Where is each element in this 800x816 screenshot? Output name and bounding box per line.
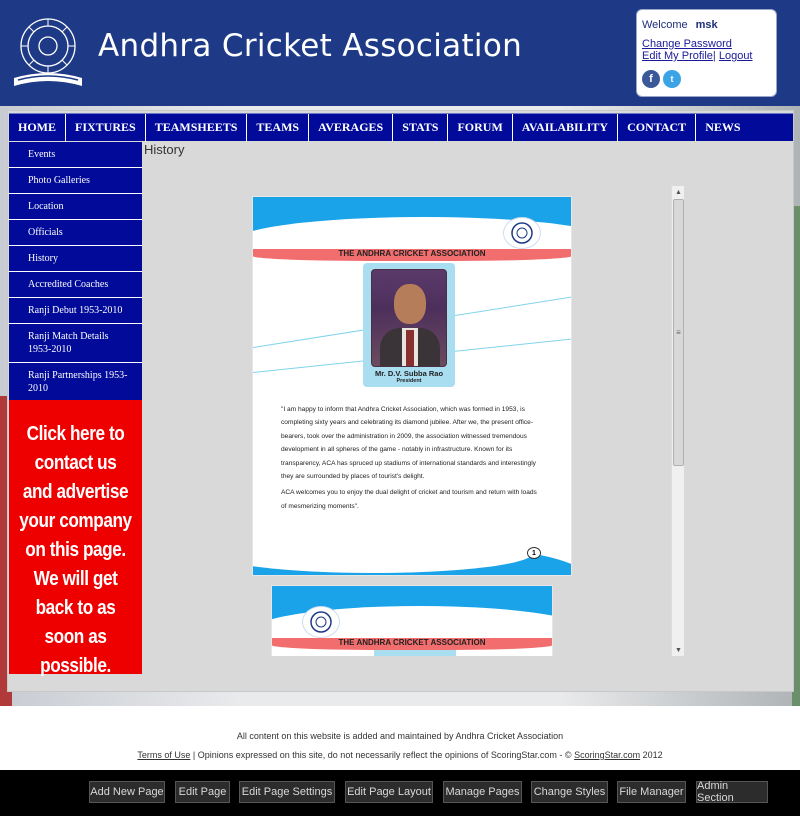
- admin-section-button[interactable]: Admin Section: [696, 781, 768, 803]
- photo-face: [394, 284, 426, 324]
- welcome-row: [642, 19, 776, 31]
- main-nav: [9, 113, 793, 141]
- nav-news[interactable]: NEWS: [705, 120, 741, 134]
- photo-tie: [406, 330, 414, 366]
- sidebar-item-location[interactable]: Location: [9, 194, 142, 220]
- nav-availability[interactable]: AVAILABILITY: [513, 114, 618, 142]
- president-photo: [371, 269, 447, 367]
- nav-home[interactable]: HOME: [9, 114, 66, 142]
- site-title: Andhra Cricket Association: [98, 28, 523, 64]
- edit-page-settings-button[interactable]: Edit Page Settings: [239, 781, 335, 803]
- page-heading: THE ANDHRA CRICKET ASSOCIATION: [338, 249, 486, 258]
- nav-teamsheets[interactable]: TEAMSHEETS: [146, 114, 248, 142]
- history-page-2: [271, 585, 553, 656]
- welcome-label: Welcome: [642, 19, 688, 31]
- footer-maintained-by: All content on this website is added and maintained by Andhra Cricket Association: [236, 731, 564, 741]
- social-links: [642, 70, 776, 88]
- footer-year: 2012: [640, 750, 663, 760]
- sidebar-item-ranji-match-details[interactable]: Ranji Match Details 1953-2010: [9, 324, 142, 363]
- president-quote: [281, 403, 537, 516]
- footer-disclaimer-text: | Opinions expressed on this site, do not necessarily reflect the opinions of ScoringStar.com - ©: [190, 750, 575, 760]
- edit-page-button[interactable]: Edit Page: [175, 781, 230, 803]
- document-viewer[interactable]: [160, 186, 684, 656]
- username: msk: [695, 19, 718, 31]
- advertise-text: Click here to contact us and advertise your company on this page. We will get back to as soon as possible.: [19, 423, 132, 677]
- aca-seal-logo-icon[interactable]: [10, 12, 86, 92]
- footer-disclaimer: [0, 750, 800, 760]
- president-name: Mr. D.V. Subba Rao: [374, 369, 444, 378]
- page-seal-icon: [503, 217, 541, 249]
- nav-teams[interactable]: TEAMS: [247, 114, 309, 142]
- president-photo-frame: [363, 263, 455, 387]
- sidebar-item-officials[interactable]: Officials: [9, 220, 142, 246]
- add-new-page-button[interactable]: Add New Page: [89, 781, 165, 803]
- change-password-link[interactable]: Change Password: [642, 38, 732, 50]
- page-number: 1: [527, 547, 541, 559]
- terms-of-use-link[interactable]: Terms of Use: [137, 750, 191, 760]
- facebook-icon[interactable]: f: [642, 70, 660, 88]
- sidebar-item-ranji-partnerships[interactable]: Ranji Partnerships 1953-2010: [9, 363, 142, 402]
- page-title: History: [144, 142, 185, 157]
- edit-page-layout-button[interactable]: Edit Page Layout: [345, 781, 433, 803]
- admin-toolbar: [0, 770, 800, 816]
- quote-paragraph-2: ACA welcomes you to enjoy the dual delight of cricket and tourism and return with loads of mesmerizing moments".: [281, 489, 537, 510]
- page-heading: THE ANDHRA CRICKET ASSOCIATION: [338, 638, 486, 647]
- scroll-down-arrow-icon[interactable]: ▼: [675, 646, 682, 654]
- sidebar-item-accredited-coaches[interactable]: Accredited Coaches: [9, 272, 142, 298]
- nav-stats[interactable]: STATS: [393, 114, 448, 142]
- edit-profile-link[interactable]: Edit My Profile: [642, 50, 713, 62]
- sidebar-item-ranji-debut[interactable]: Ranji Debut 1953-2010: [9, 298, 142, 324]
- site-header: [0, 0, 800, 106]
- nav-contact[interactable]: CONTACT: [618, 114, 696, 142]
- file-manager-button[interactable]: File Manager: [617, 781, 686, 803]
- sidebar-item-history[interactable]: History: [9, 246, 142, 272]
- quote-paragraph-1: "I am happy to inform that Andhra Cricket Association, which was formed in 1953, is completing sixty years and celebrating its diamond jubilee. After we, the present office-bearers, took over the administration in 2009, the association witnessed tremendous development in all spheres of the game - notably in infrastructure. Known for its transparency, ACA has spruced up stadiums of international standards and interestingly they are surrounded by places of tourist's delight.: [281, 406, 536, 481]
- advertise-banner[interactable]: [9, 400, 142, 677]
- link-separator: |: [712, 50, 716, 62]
- sidebar-item-photo-galleries[interactable]: Photo Galleries: [9, 168, 142, 194]
- scroll-up-arrow-icon[interactable]: ▲: [675, 188, 682, 196]
- nav-averages[interactable]: AVERAGES: [309, 114, 393, 142]
- history-page-1: [252, 196, 572, 576]
- sidebar-menu: [9, 142, 142, 402]
- logout-link[interactable]: Logout: [718, 50, 753, 62]
- document-scrollbar[interactable]: [671, 186, 684, 656]
- change-styles-button[interactable]: Change Styles: [531, 781, 608, 803]
- nav-fixtures[interactable]: FIXTURES: [66, 114, 146, 142]
- scroll-thumb[interactable]: ≡: [673, 199, 684, 466]
- page-seal-icon: [302, 606, 340, 638]
- page-photo-frame: [374, 650, 456, 656]
- twitter-icon[interactable]: t: [663, 70, 681, 88]
- nav-forum[interactable]: FORUM: [448, 114, 512, 142]
- manage-pages-button[interactable]: Manage Pages: [443, 781, 522, 803]
- sidebar-item-events[interactable]: Events: [9, 142, 142, 168]
- president-role: President: [396, 378, 422, 384]
- user-account-box: [636, 9, 777, 97]
- scoringstar-link[interactable]: ScoringStar.com: [574, 750, 641, 760]
